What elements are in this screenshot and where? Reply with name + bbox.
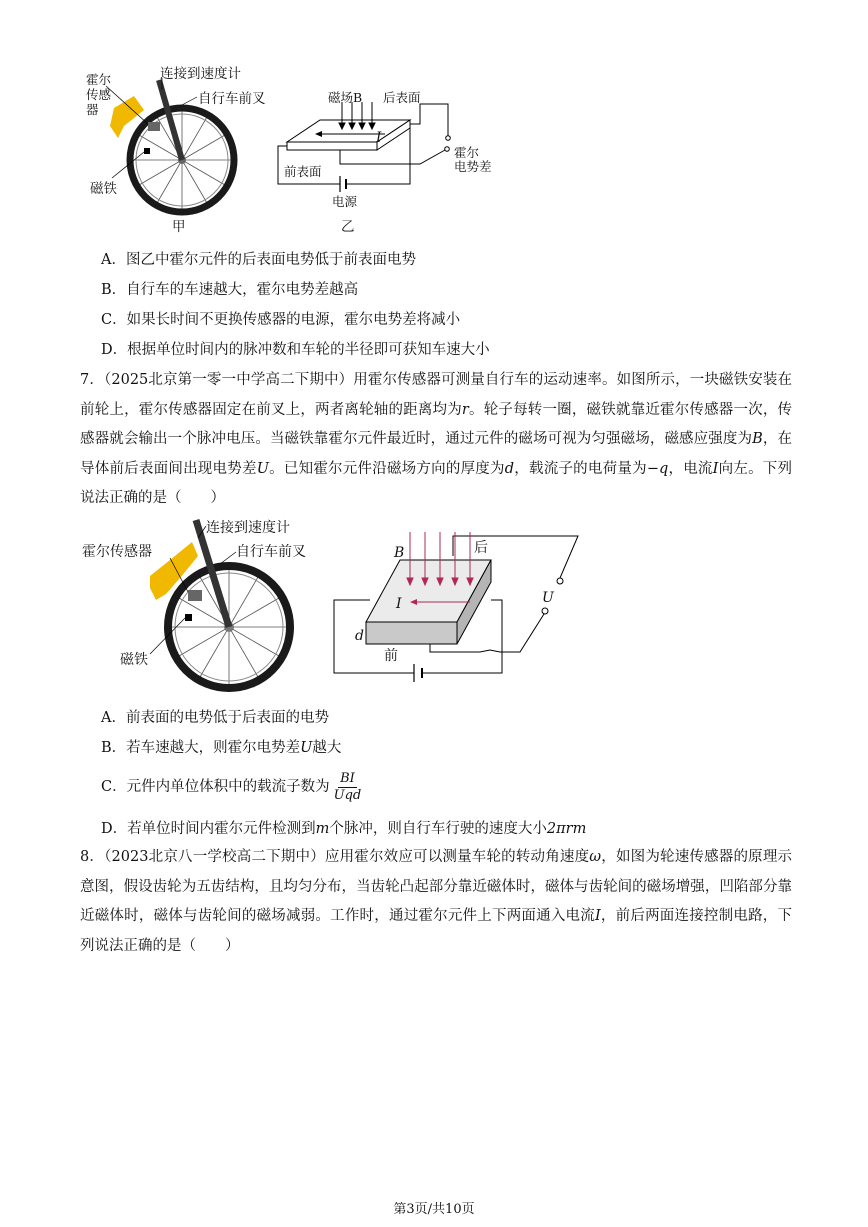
caption-jia: 甲 [172, 219, 186, 235]
q6-option-a[interactable]: A．图乙中霍尔元件的后表面电势低于前表面电势 [101, 252, 416, 268]
q6-option-d[interactable]: D．根据单位时间内的脉冲数和车轮的半径即可获知车速大小 [101, 342, 490, 358]
label-front-q7: 前 [384, 648, 398, 664]
magnet [144, 148, 150, 154]
q7-number: 7． [80, 372, 104, 388]
hall-sensor-box [148, 122, 160, 131]
q6-option-c[interactable]: C．如果长时间不更换传感器的电源，霍尔电势差将减小 [101, 312, 461, 328]
carrier-density-fraction: $\frac{BI}{\text{Uqd}}$ [333, 770, 362, 803]
label-hall-sensor-jia: 霍尔 传感器 [86, 72, 112, 117]
label-I-q7: I [396, 596, 402, 612]
magnet [185, 614, 192, 621]
label-speedometer-q7: 连接到速度计 [206, 520, 290, 536]
label-magnet-q7: 磁铁 [120, 652, 148, 668]
label-front-fork-q7: 自行车前叉 [236, 544, 306, 560]
hall-plate-front [287, 142, 377, 150]
q6-option-b[interactable]: B．自行车的车速越大，霍尔电势差越高 [101, 282, 359, 298]
q7-option-b[interactable]: B．若车速越大，则霍尔电势差U越大 [101, 740, 342, 756]
label-current-yi: I [376, 130, 382, 146]
label-magnet-jia: 磁铁 [90, 181, 117, 197]
label-B-q7: B [394, 545, 405, 561]
bicycle-wheel-diagram-q7 [80, 512, 310, 702]
label-source-yi: 电源 [332, 194, 358, 209]
hall-sensor-box [188, 590, 202, 601]
caption-yi: 乙 [341, 219, 355, 235]
label-d-q7: d [355, 628, 364, 644]
label-front-yi: 前表面 [284, 164, 322, 179]
hall-element-circuit-q7 [330, 526, 590, 686]
label-hall-voltage-yi: 霍尔 电势差 [454, 145, 492, 174]
q8-source: （2023北京八一学校高二下期中） [104, 849, 325, 865]
label-back-q7: 后 [474, 540, 488, 556]
q7-option-a[interactable]: A．前表面的电势低于后表面的电势 [101, 710, 329, 726]
q7-option-d[interactable]: D．若单位时间内霍尔元件检测到m个脉冲，则自行车行驶的速度大小2πrm [101, 821, 587, 837]
label-back-yi: 后表面 [383, 90, 421, 105]
page-footer: 第3页/共10页 [393, 1202, 475, 1217]
q7-option-c[interactable]: C．元件内单位体积中的载流子数为 $\frac{BI}{\text{Uqd}}$ [101, 770, 362, 803]
label-hall-sensor-q7: 霍尔传感器 [82, 544, 152, 560]
q8-number: 8． [80, 849, 105, 865]
q7-source: （2025北京第一零一中学高二下期中） [104, 372, 354, 388]
label-front-fork-jia: 自行车前叉 [198, 91, 266, 107]
figure-q7-wheel [80, 512, 310, 702]
q7-stem: 7．（2025北京第一零一中学高二下期中）用霍尔传感器可测量自行车的运动速率。如图所示，一块磁铁安装在前轮上，霍尔传感器固定在前叉上，两者离轮轴的距离均为r。轮子每转一圈，磁铁就靠近霍尔传感器一次，传感器就会输出一个脉冲电压。当磁铁靠霍尔元件最近时，通过元件的磁场可视为匀强磁场，磁感应强度为B，在导体前后表面间出现电势差U。已知霍尔元件沿磁场方向的厚度为d，载流子的电荷量为−q，电流I向左。下列说法正确的是（ ） [80, 372, 793, 506]
front-fork [159, 80, 182, 160]
q8-stem: 8．（2023北京八一学校高二下期中）应用霍尔效应可以测量车轮的转动角速度ω，如图为轮速传感器的原理示意图，假设齿轮为五齿结构，且均匀分布，当齿轮凸起部分靠近磁体时，磁体与齿轮间的磁场增强，凹陷部分靠近磁体时，磁体与齿轮间的磁场减弱。工作时，通过霍尔元件上下两面通入电流I，前后两面连接控制电路，下列说法正确的是（ ） [80, 849, 793, 954]
hall-block-front [366, 622, 457, 644]
label-U-q7: U [542, 590, 554, 606]
figure-q7-hall [330, 526, 590, 686]
label-speedometer-jia: 连接到速度计 [160, 66, 241, 82]
label-field-yi: 磁场B [328, 90, 363, 105]
